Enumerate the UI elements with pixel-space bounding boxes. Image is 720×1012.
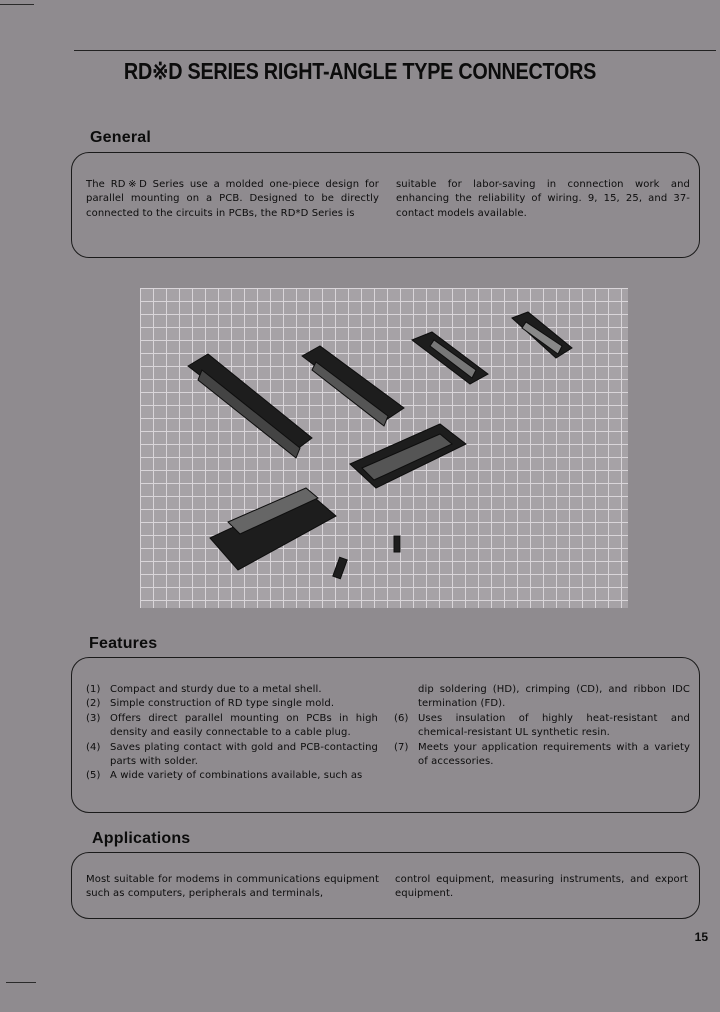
applications-right-text: control equipment, measuring instruments, and export equipment. [395,874,688,900]
feature-item-7: (7) Meets your application requirements with a variety of accessories. [394,741,690,768]
feature-item-4: (4) Saves plating contact with gold and PCB-contacting parts with solder. [86,741,378,768]
feature-item-1: (1) Compact and sturdy due to a metal shell. [86,684,322,695]
connector-mid-1 [302,346,404,420]
screw-part-1 [333,557,347,579]
general-left-text: The RD※D Series use a molded one-piece design for parallel mounting on a PCB. Designed to be directly connected to the circuits in PCBs, the RD*D Series is [86,179,379,219]
connector-product-photo [140,288,628,608]
general-heading: General [90,129,151,146]
corner-mark-top [0,4,34,5]
feature-item-5-continued: dip soldering (HD), crimping (CD), and ribbon IDC termination (FD). [418,684,690,710]
screw-part-2 [394,536,400,552]
features-right-column [394,683,690,769]
corner-mark-bottom [6,982,36,983]
connectors-illustration [140,288,628,608]
page-number: 15 [694,930,708,944]
applications-heading: Applications [92,830,191,847]
feature-item-2: (2) Simple construction of RD type single mold. [86,698,335,710]
page-title: RD※D SERIES RIGHT-ANGLE TYPE CONNECTORS [123,58,597,84]
applications-right-column [395,873,688,902]
feature-item-3: (3) Offers direct parallel mounting on PCBs in high density and easily connectable to a cable plug. [86,712,378,739]
applications-left-text: Most suitable for modems in communications equipment such as computers, peripherals and terminals, [86,874,379,900]
features-left-column [86,683,378,784]
feature-item-6: (6) Uses insulation of highly heat-resistant and chemical-resistant UL synthetic resin. [394,712,690,739]
features-heading: Features [89,635,158,652]
general-right-text: suitable for labor-saving in connection work and enhancing the reliability of wiring. 9, 15, 25, and 37-contact models available. [396,179,690,219]
connector-long-1-pins [198,370,300,458]
general-right-column [396,178,690,221]
feature-item-5: (5) A wide variety of combinations available, such as [86,770,363,782]
applications-left-column [86,873,379,902]
general-left-column [86,178,379,221]
connector-long-1 [188,354,312,450]
title-rule [74,50,716,51]
